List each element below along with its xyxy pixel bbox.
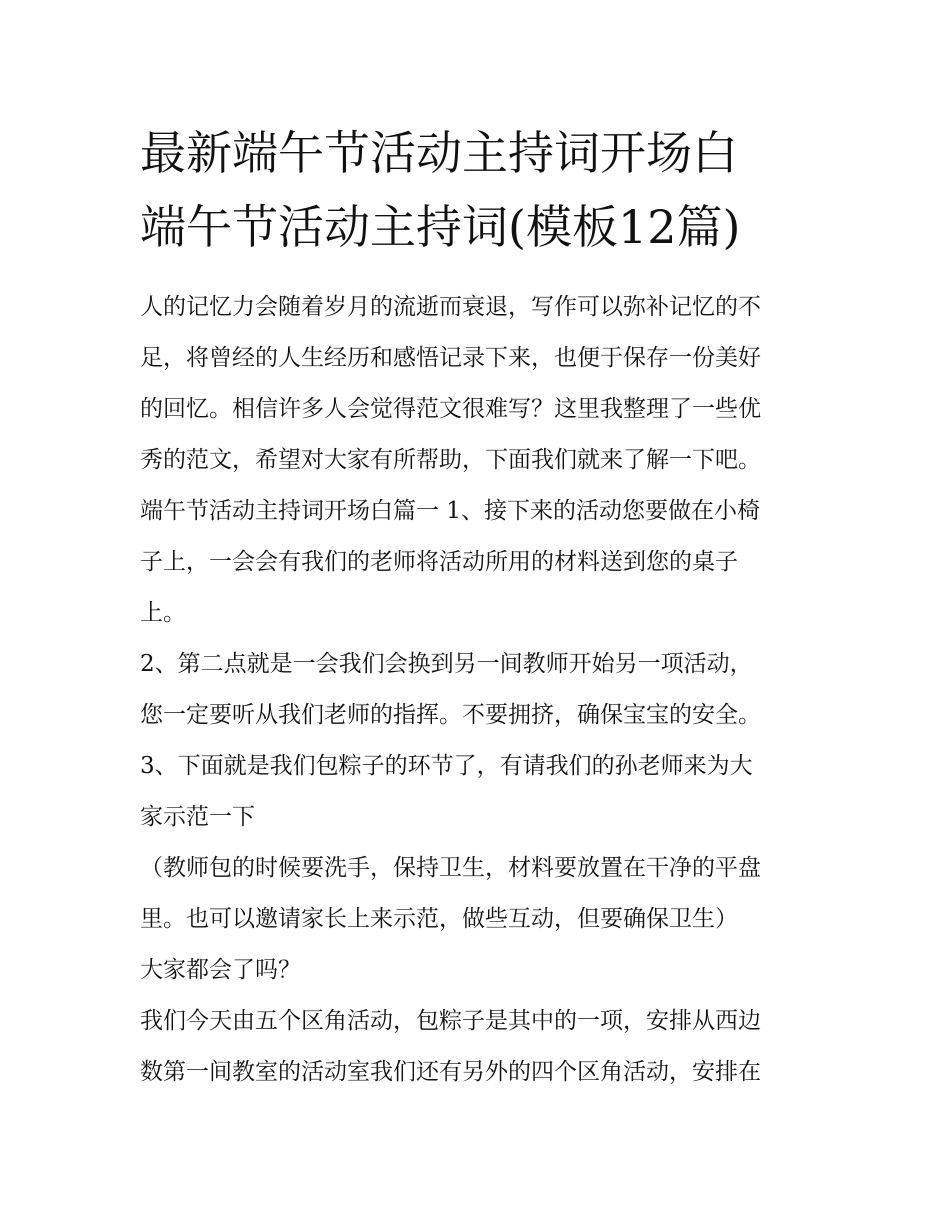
text-line: 子上，一会会有我们的老师将活动所用的材料送到您的桌子 [140,549,738,575]
text-line: 大家都会了吗？ [140,957,301,983]
point-three-paragraph [140,741,820,843]
point-two-paragraph [140,639,820,741]
text-line: 里。也可以邀请家长上来示范，做些互动，但要确保卫生） [140,906,738,932]
activities-paragraph [140,996,820,1098]
text-line: 上。 [140,600,186,626]
document-body [140,282,820,1098]
text-line: 人的记忆力会随着岁月的流逝而衰退，写作可以弥补记忆的不 [140,294,761,320]
text-line: 我们今天由五个区角活动，包粽子是其中的一项，安排从西边 [140,1008,761,1034]
text-line: 端午节活动主持词开场白篇一 1、接下来的活动您要做在小椅 [140,498,760,524]
document-title [140,116,820,264]
intro-paragraph [140,282,820,486]
document-content [140,116,820,1098]
text-line: 3、下面就是我们包粽子的环节了，有请我们的孙老师来为大 [140,753,753,779]
text-line: 足，将曾经的人生经历和感悟记录下来，也便于保存一份美好 [140,345,761,371]
title-line-1: 最新端午节活动主持词开场白 [140,126,738,180]
text-line: （教师包的时候要洗手，保持卫生，材料要放置在干净的平盘 [140,855,761,881]
teacher-note-paragraph [140,843,820,945]
text-line: 的回忆。相信许多人会觉得范文很难写？这里我整理了一些优 [140,396,761,422]
text-line: 秀的范文，希望对大家有所帮助，下面我们就来了解一下吧。 [140,447,761,473]
text-line: 家示范一下 [140,804,255,830]
section-one-paragraph [140,486,820,639]
text-line: 2、第二点就是一会我们会换到另一间教师开始另一项活动， [140,651,753,677]
question-paragraph [140,945,820,996]
text-line: 数第一间教室的活动室我们还有另外的四个区角活动，安排在 [140,1059,761,1085]
title-line-2: 端午节活动主持词(模板12篇) [140,200,741,254]
text-line: 您一定要听从我们老师的指挥。不要拥挤，确保宝宝的安全。 [140,702,761,728]
